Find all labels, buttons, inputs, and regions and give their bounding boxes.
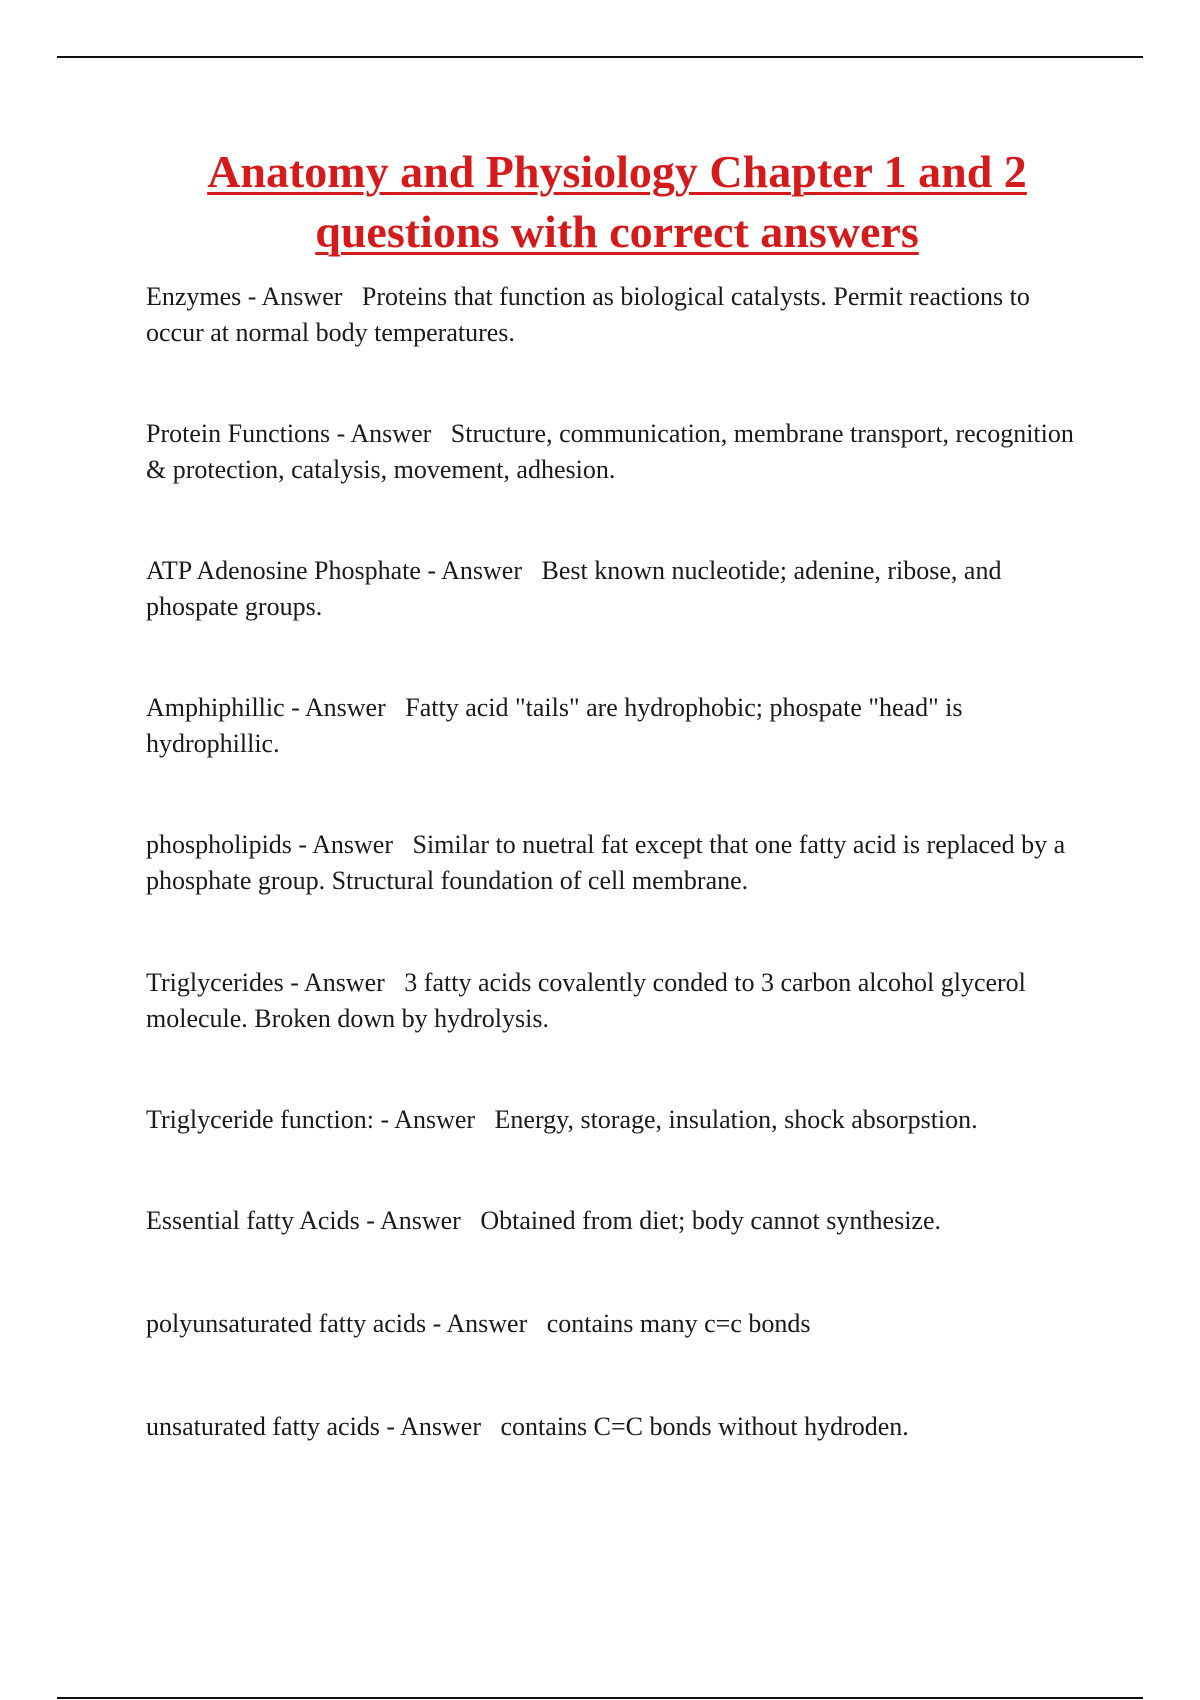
qa-item (146, 690, 1088, 762)
document-title (146, 142, 1088, 262)
qa-term: ATP Adenosine Phosphate - Answer (146, 556, 523, 585)
qa-term: polyunsaturated fatty acids - Answer (146, 1309, 528, 1338)
qa-term: Essential fatty Acids - Answer (146, 1206, 461, 1235)
qa-item (146, 553, 1088, 625)
qa-answer: Proteins that function as biological catalysts. Permit reactions to occur at normal body temperatures. (146, 282, 1037, 347)
qa-answer: Obtained from diet; body cannot synthesize. (480, 1206, 942, 1235)
qa-item (146, 1203, 1088, 1239)
qa-term: unsaturated fatty acids - Answer (146, 1412, 482, 1441)
qa-item (146, 1102, 1088, 1138)
title-line-1: Anatomy and Physiology Chapter 1 and 2 (207, 146, 1027, 197)
bottom-rule (57, 1697, 1143, 1699)
qa-item (146, 965, 1088, 1037)
qa-item (146, 1306, 1088, 1342)
qa-item (146, 827, 1088, 899)
qa-answer: Fatty acid "tails" are hydrophobic; phospate "head" is hydrophillic. (146, 693, 970, 758)
qa-answer: contains many c=c bonds (546, 1309, 811, 1338)
qa-term: Protein Functions - Answer (146, 419, 432, 448)
qa-term: phospholipids - Answer (146, 830, 393, 859)
qa-answer: 3 fatty acids covalently conded to 3 carbon alcohol glycerol molecule. Broken down by hydrolysis. (146, 968, 1033, 1033)
qa-item (146, 1409, 1088, 1445)
qa-item (146, 416, 1088, 488)
qa-term: Triglycerides - Answer (146, 968, 385, 997)
qa-term: Triglyceride function: - Answer (146, 1105, 476, 1134)
qa-item (146, 279, 1088, 351)
qa-term: Enzymes - Answer (146, 282, 343, 311)
qa-answer: Structure, communication, membrane transport, recognition & protection, catalysis, movement, adhesion. (146, 419, 1081, 484)
qa-term: Amphiphillic - Answer (146, 693, 386, 722)
qa-answer: Energy, storage, insulation, shock absorpstion. (494, 1105, 978, 1134)
qa-answer: contains C=C bonds without hydroden. (500, 1412, 909, 1441)
qa-answer: Similar to nuetral fat except that one fatty acid is replaced by a phosphate group. Structural foundation of cell membrane. (146, 830, 1072, 895)
top-rule (57, 56, 1143, 58)
qa-answer: Best known nucleotide; adenine, ribose, and phospate groups. (146, 556, 1008, 621)
title-line-2: questions with correct answers (315, 206, 919, 257)
